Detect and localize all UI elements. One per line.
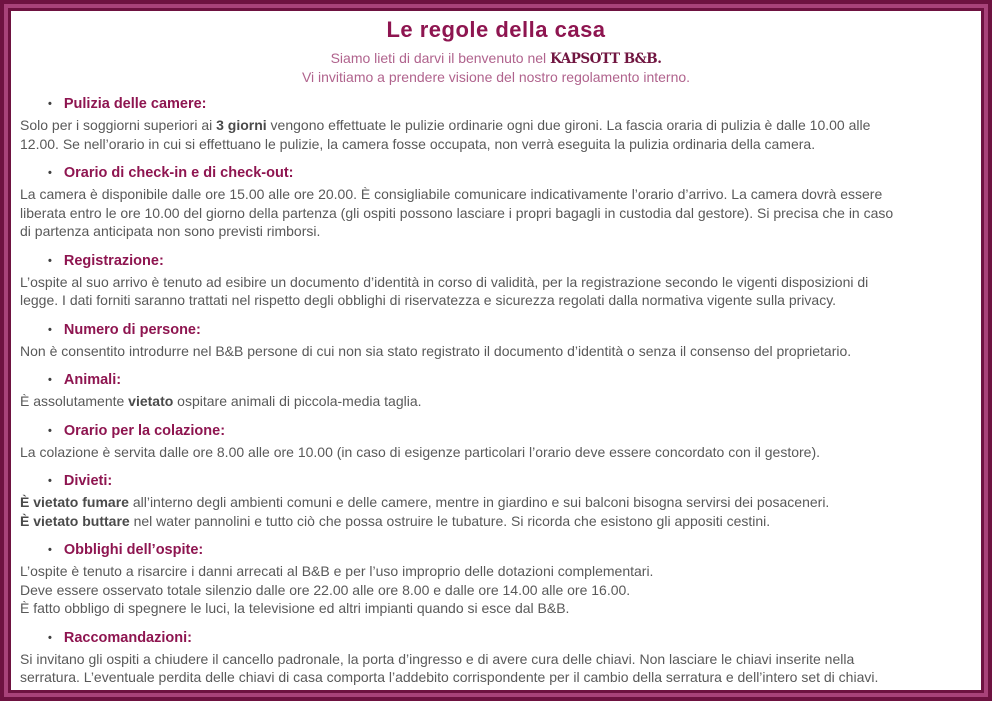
section-heading [48, 253, 972, 270]
rule-text-line: legge. I dati forniti saranno trattati nel rispetto degli obblighi di riservatezza e sicurezza regolati dalla normativa vigente sulla privacy. [20, 292, 837, 308]
bullet-icon: • [48, 544, 52, 556]
rule-text-line: La colazione è servita dalle ore 8.00 alle ore 10.00 (in caso di esigenze particolari l’orario deve essere concordato con il gestore). [20, 443, 821, 460]
rule-text-line: È vietato buttare nel water pannolini e tutto ciò che possa ostruire le tubature. Si ricorda che esistono gli appositi cestini. [20, 512, 771, 529]
bullet-icon: • [48, 254, 52, 267]
section-heading [48, 542, 972, 559]
rule-section [20, 372, 972, 411]
decorative-frame [4, 4, 988, 697]
bnb-name-logo: KAPSOTT B&B. [550, 51, 662, 67]
rule-text-line: di partenza anticipata non sono previsti rimborsi. [20, 223, 321, 239]
welcome-line-2: Vi invitiamo a prendere visione del nostro regolamento interno. [301, 69, 691, 85]
section-heading [48, 372, 972, 389]
rule-text-line: Solo per i soggiorni superiori ai 3 giorni vengono effettuate le pulizie ordinarie ogni due gironi. La fascia oraria di pulizia è dalle 10.00 alle [20, 117, 871, 133]
rule-section [20, 253, 972, 310]
bullet-icon: • [48, 323, 52, 336]
rule-section [20, 630, 972, 687]
section-heading-label: Orario di check-in e di check-out: [63, 165, 294, 181]
section-heading [48, 322, 972, 339]
bullet-icon: • [48, 424, 52, 437]
document-content [8, 8, 984, 693]
page-title: Le regole della casa [386, 17, 606, 42]
section-heading [48, 473, 972, 490]
section-heading [48, 96, 972, 113]
rule-text-line: La camera è disponibile dalle ore 15.00 alle ore 20.00. È consigliabile comunicare indicativamente l’orario d’arrivo. La camera dovrà essere [20, 186, 883, 202]
rule-text-line: È assolutamente vietato ospitare animali di piccola-media taglia. [20, 393, 422, 409]
rule-text-line: Deve essere osservato totale silenzio dalle ore 22.00 alle ore 8.00 e dalle ore 14.00 alle ore 16.00. [20, 581, 631, 598]
rule-section [20, 322, 972, 361]
section-heading-label: Divieti: [63, 473, 113, 489]
rule-text-line: Non è consentito introdurre nel B&B persone di cui non sia stato registrato il documento d’identità o senza il consenso del proprietario. [20, 342, 852, 359]
bullet-icon: • [48, 475, 52, 487]
bullet-icon: • [48, 631, 52, 644]
section-heading-label: Raccomandazioni: [63, 629, 192, 646]
rule-text-line: serratura. L’eventuale perdita delle chiavi di casa comporta l’addebito corrispondente per il cambio della serratura e dell’intero set di chiavi. [20, 669, 879, 685]
section-heading-label: Numero di persone: [63, 321, 201, 338]
bullet-icon: • [48, 374, 52, 386]
bullet-icon: • [48, 167, 52, 179]
rules-list [20, 96, 972, 687]
rule-text-line: È fatto obbligo di spegnere le luci, la televisione ed altri impianti quando si esce dal B&B. [20, 600, 570, 616]
section-heading-label: Obblighi dell’ospite: [63, 542, 204, 558]
section-heading-label: Registrazione: [63, 252, 164, 269]
bullet-icon: • [48, 98, 52, 110]
rule-text-line: È vietato fumare all’interno degli ambienti comuni e delle camere, mentre in giardino e sui balconi bisogna servirsi dei posaceneri. [20, 494, 830, 510]
rule-section [20, 96, 972, 153]
section-heading [48, 630, 972, 647]
section-heading [48, 423, 972, 440]
rule-section [20, 542, 972, 618]
section-heading-label: Pulizia delle camere: [63, 96, 207, 112]
welcome-text: Siamo lieti di darvi il benvenuto nel [330, 50, 551, 66]
welcome-line-1 [20, 49, 972, 68]
rule-section [20, 473, 972, 530]
rule-section [20, 423, 972, 462]
section-heading-label: Orario per la colazione: [63, 422, 226, 439]
rule-text-line: L’ospite al suo arrivo è tenuto ad esibire un documento d’identità in corso di validità, per la registrazione secondo le vigenti disposizioni di [20, 273, 869, 290]
rule-text-line: liberata entro le ore 10.00 del giorno della partenza (gli ospiti possono lasciare i propri bagagli in custodia dal gestore). Si precisa che in caso [20, 204, 894, 221]
rule-text-line: 12.00. Se nell’orario in cui si effettuano le pulizie, la camera fosse occupata, non verrà eseguita la pulizia ordinaria della camera. [20, 135, 816, 152]
section-heading-label: Animali: [63, 372, 122, 388]
section-heading [48, 165, 972, 182]
rule-section [20, 165, 972, 241]
rule-text-line: Si invitano gli ospiti a chiudere il cancello padronale, la porta d’ingresso e di avere cura delle chiavi. Non lasciare le chiavi inserite nella [20, 650, 855, 667]
rule-text-line: L’ospite è tenuto a risarcire i danni arrecati al B&B e per l’uso improprio delle dotazioni complementari. [20, 563, 654, 579]
